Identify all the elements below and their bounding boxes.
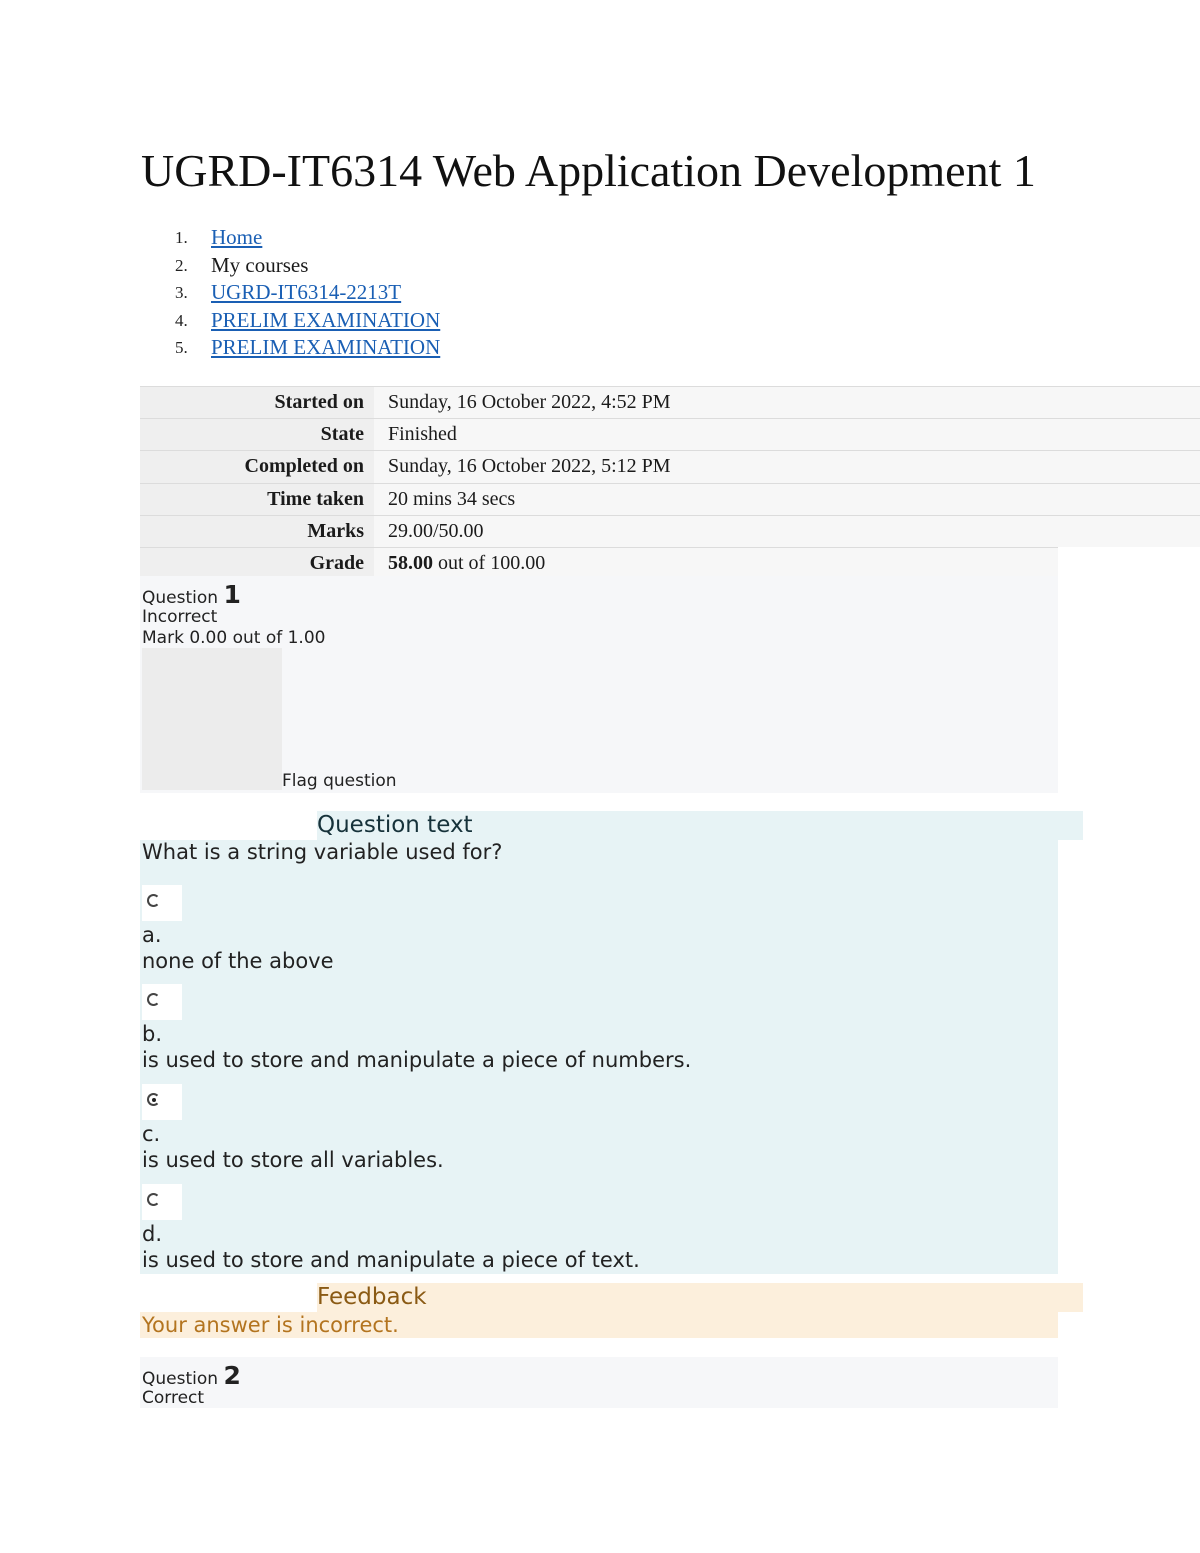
option-text: none of the above <box>142 949 334 973</box>
question-2-info <box>140 1357 1058 1408</box>
question-text-heading: Question text <box>317 811 1083 840</box>
question-state: Incorrect <box>142 607 218 627</box>
summary-value: 29.00/50.00 <box>374 516 1200 547</box>
breadcrumb-link-quiz[interactable]: PRELIM EXAMINATION <box>211 335 441 359</box>
summary-label: Completed on <box>140 451 374 482</box>
breadcrumb-item-course: 3. UGRD-IT6314-2213T <box>175 280 402 304</box>
question-state: Correct <box>142 1388 205 1408</box>
breadcrumb-text-my-courses: My courses <box>211 252 309 277</box>
question-1-content <box>140 840 1058 1274</box>
summary-label: State <box>140 419 374 450</box>
feedback-text: Your answer is incorrect. <box>142 1313 399 1337</box>
summary-row-time-taken <box>140 483 1200 515</box>
summary-value: Sunday, 16 October 2022, 4:52 PM <box>374 387 1200 418</box>
grade-out-of: out of 100.00 <box>433 551 546 574</box>
question-number: Question 1 <box>142 580 241 609</box>
option-text: is used to store and manipulate a piece of text. <box>142 1248 640 1272</box>
breadcrumb-item-my-courses: 2. My courses <box>175 252 309 277</box>
summary-row-marks <box>140 515 1200 547</box>
flag-icon[interactable] <box>142 648 282 790</box>
option-letter: d. <box>142 1222 163 1246</box>
page-title: UGRD-IT6314 Web Application Development 1 <box>141 145 1036 196</box>
question-number: Question 2 <box>142 1361 241 1390</box>
summary-value: Sunday, 16 October 2022, 5:12 PM <box>374 451 1200 482</box>
option-letter: a. <box>142 923 162 947</box>
radio-checked-icon <box>147 1093 160 1106</box>
feedback-heading: Feedback <box>317 1283 1083 1312</box>
breadcrumb-item-section: 4. PRELIM EXAMINATION <box>175 307 441 332</box>
summary-row-state <box>140 418 1200 450</box>
radio-button[interactable] <box>142 885 182 921</box>
summary-value: 20 mins 34 secs <box>374 484 1200 515</box>
attempt-summary-table <box>140 386 1200 581</box>
feedback-text-box <box>140 1312 1058 1338</box>
breadcrumb-item-quiz: 5. PRELIM EXAMINATION <box>175 335 441 359</box>
radio-button[interactable] <box>142 1184 182 1220</box>
option-letter: c. <box>142 1122 161 1146</box>
option-text: is used to store and manipulate a piece of numbers. <box>142 1048 692 1072</box>
breadcrumb-link-section[interactable]: PRELIM EXAMINATION <box>211 307 441 332</box>
radio-unchecked-icon <box>147 894 160 907</box>
breadcrumb-item-home: 1. Home <box>175 225 263 249</box>
radio-button[interactable] <box>142 1084 182 1120</box>
breadcrumb-link-course[interactable]: UGRD-IT6314-2213T <box>211 280 402 304</box>
question-mark: Mark 0.00 out of 1.00 <box>142 628 326 648</box>
radio-button[interactable] <box>142 984 182 1020</box>
breadcrumb-link-home[interactable]: Home <box>211 225 263 249</box>
summary-row-completed-on <box>140 450 1200 482</box>
summary-label: Started on <box>140 387 374 418</box>
summary-value: Finished <box>374 419 1200 450</box>
summary-row-started-on <box>140 386 1200 418</box>
summary-label: Time taken <box>140 484 374 515</box>
radio-unchecked-icon <box>147 1193 160 1206</box>
option-text: is used to store all variables. <box>142 1148 444 1172</box>
flag-question-link[interactable]: Flag question <box>282 771 397 791</box>
breadcrumb <box>141 224 440 362</box>
summary-label: Marks <box>140 516 374 547</box>
summary-value <box>374 548 1058 579</box>
question-text: What is a string variable used for? <box>142 840 503 864</box>
radio-unchecked-icon <box>147 993 160 1006</box>
grade-score: 58.00 <box>388 551 433 574</box>
option-letter: b. <box>142 1022 163 1046</box>
summary-label: Grade <box>140 548 374 579</box>
question-1-info <box>140 576 1058 793</box>
